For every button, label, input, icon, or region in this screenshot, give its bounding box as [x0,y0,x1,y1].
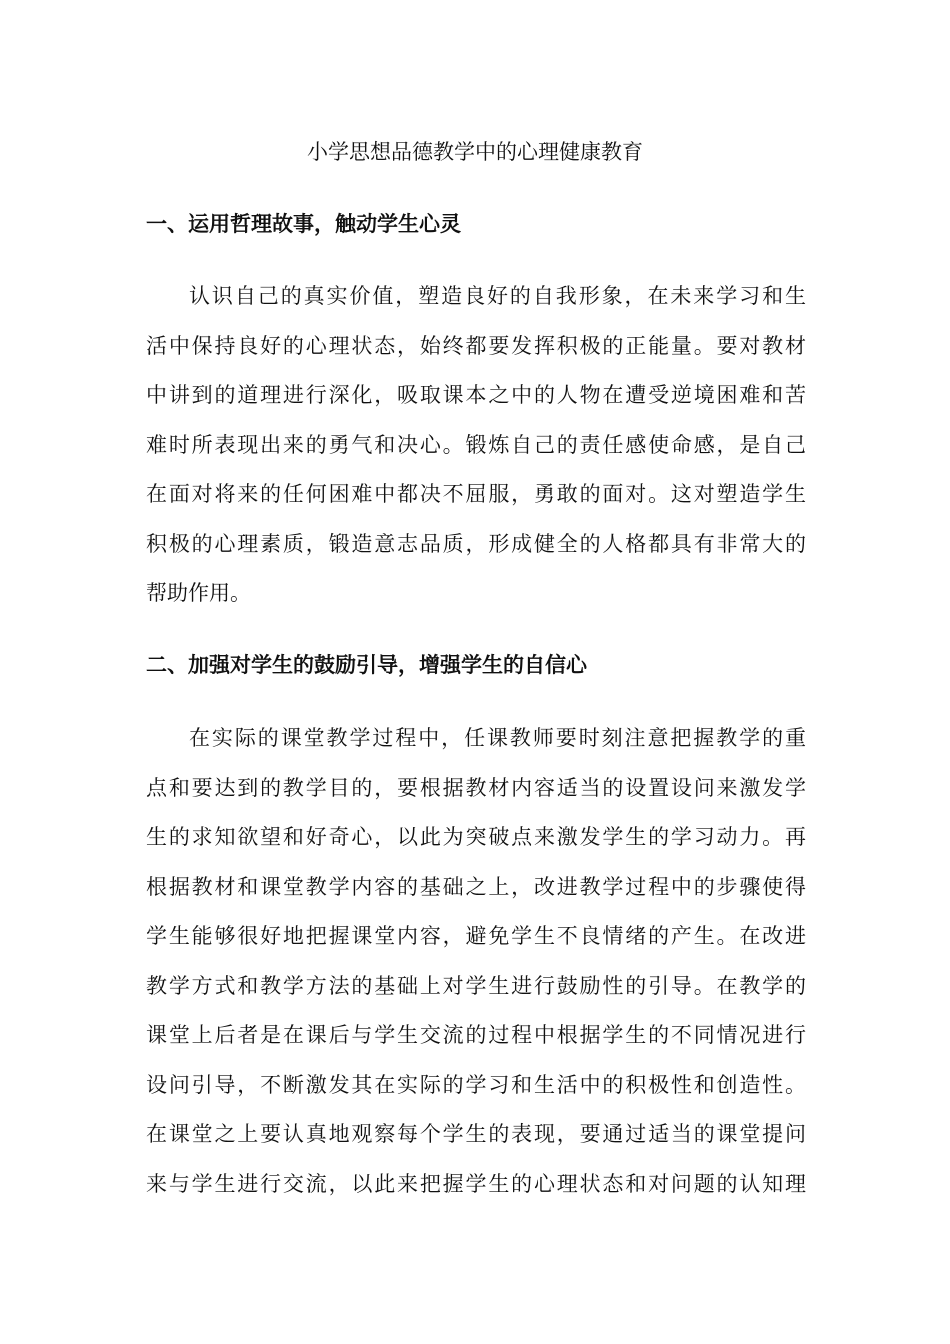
paragraph-line: 设问引导，不断激发其在实际的学习和生活中的积极性和创造性。 [146,1072,806,1097]
paragraph-line: 在面对将来的任何困难中都决不屈服，勇敢的面对。这对塑造学生 [146,482,806,506]
paragraph-line: 生的求知欲望和好奇心，以此为突破点来激发学生的学习动力。再 [146,825,806,849]
section-heading-2: 二、加强对学生的鼓励引导，增强学生的自信心 [146,652,587,677]
paragraph-line: 根据教材和课堂教学内容的基础之上，改进教学过程中的步骤使得 [146,874,806,899]
paragraph-line: 教学方式和教学方法的基础上对学生进行鼓励性的引导。在教学的 [146,973,806,998]
paragraph-line: 积极的心理素质，锻造意志品质，形成健全的人格都具有非常大的 [146,531,806,556]
section-2-paragraph [146,722,806,1217]
paragraph-line: 在实际的课堂教学过程中，任课教师要时刻注意把握教学的重 [189,726,806,750]
section-heading-1: 一、运用哲理故事，触动学生心灵 [146,211,461,236]
paragraph-line: 帮助作用。 [146,581,251,605]
paragraph-line: 活中保持良好的心理状态，始终都要发挥积极的正能量。要对教材 [146,333,806,358]
paragraph-line: 点和要达到的教学目的，要根据教材内容适当的设置设问来激发学 [146,775,806,800]
section-1-paragraph [146,280,806,627]
paragraph-line: 中讲到的道理进行深化，吸取课本之中的人物在遭受逆境困难和苦 [146,383,806,407]
paragraph-line: 认识自己的真实价值，塑造良好的自我形象，在未来学习和生 [189,284,806,308]
document-title: 小学思想品德教学中的心理健康教育 [307,140,643,164]
paragraph-line: 难时所表现出来的勇气和决心。锻炼自己的责任感使命感，是自己 [146,432,806,457]
paragraph-line: 在课堂之上要认真地观察每个学生的表现，要通过适当的课堂提问 [146,1122,806,1146]
paragraph-line: 学生能够很好地把握课堂内容，避免学生不良情绪的产生。在改进 [146,924,806,948]
paragraph-line: 课堂上后者是在课后与学生交流的过程中根据学生的不同情况进行 [146,1023,806,1047]
paragraph-line: 来与学生进行交流，以此来把握学生的心理状态和对问题的认知理 [146,1171,806,1196]
